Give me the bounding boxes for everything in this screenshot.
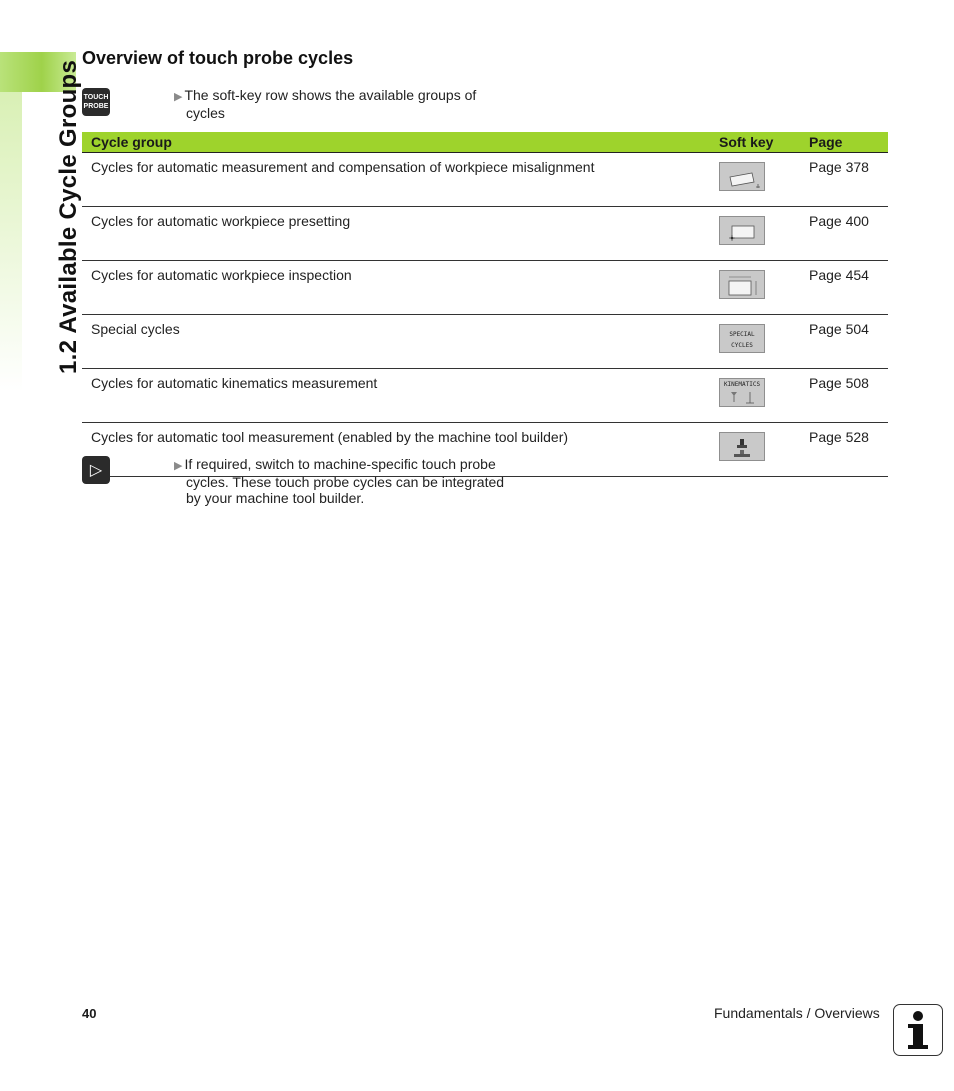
cycle-group-cell: Cycles for automatic tool measurement (enabled by the machine tool builder) <box>82 423 710 477</box>
table-row <box>82 207 888 261</box>
page-ref-cell: Page 508 <box>800 369 888 423</box>
info-icon <box>893 1004 943 1056</box>
cycle-groups-table <box>82 132 888 477</box>
touch-probe-key-label-2: PROBE <box>83 103 109 110</box>
page-ref-cell: Page 400 <box>800 207 888 261</box>
kinematics-probe-icon <box>720 379 764 406</box>
touch-probe-key-label-1: TOUCH <box>83 94 109 101</box>
section-title: Overview of touch probe cycles <box>82 48 354 68</box>
table-row <box>82 153 888 207</box>
soft-key-cell <box>710 369 800 423</box>
next-arrow-key-icon: ▷ <box>82 456 110 484</box>
cycle-group-cell: Cycles for automatic kinematics measurement <box>82 369 710 423</box>
page-ref-cell: Page 504 <box>800 315 888 369</box>
page-ref-cell: Page 378 <box>800 153 888 207</box>
instruction-2-line-1: If required, switch to machine-specific touch probe <box>184 456 496 472</box>
soft-key-cell <box>710 423 800 477</box>
cycle-group-cell: Cycles for automatic measurement and compensation of workpiece misalignment <box>82 153 710 207</box>
kinematics-softkey[interactable] <box>719 378 765 407</box>
soft-key-cell <box>710 153 800 207</box>
soft-key-cell <box>710 315 800 369</box>
presetting-softkey-icon[interactable] <box>719 216 765 245</box>
cycle-group-cell: Cycles for automatic workpiece presetting <box>82 207 710 261</box>
table-row <box>82 315 888 369</box>
soft-key-cell <box>710 261 800 315</box>
tool-measurement-softkey-icon[interactable] <box>719 432 765 461</box>
cycle-group-cell: Special cycles <box>82 315 710 369</box>
chapter-title: 1.2 Available Cycle Groups <box>55 59 82 374</box>
special-cycles-softkey[interactable] <box>719 324 765 353</box>
misalignment-softkey-icon[interactable] <box>719 162 765 191</box>
table-row <box>82 369 888 423</box>
arrow-right-icon: ▶ <box>174 460 183 472</box>
header-cycle-group: Cycle group <box>82 132 710 153</box>
instruction-1-line-2: cycles <box>186 105 225 121</box>
table-row <box>82 261 888 315</box>
softkey-label-special: SPECIAL <box>729 331 755 338</box>
page-ref-cell: Page 528 <box>800 423 888 477</box>
softkey-label-kinematics: KINEMATICS <box>723 381 761 388</box>
instruction-1-line-1: The soft-key row shows the available groups of <box>184 87 477 103</box>
instruction-2-line-2: cycles. These touch probe cycles can be integrated <box>186 474 505 490</box>
table-header-row <box>82 132 888 153</box>
softkey-label-cycles: CYCLES <box>731 342 753 349</box>
page-number: 40 <box>82 1006 97 1021</box>
soft-key-cell <box>710 207 800 261</box>
chapter-tab-fade <box>0 92 22 392</box>
header-page: Page <box>800 132 888 153</box>
instruction-2 <box>174 456 504 506</box>
touch-probe-key-icon <box>82 88 110 116</box>
arrow-right-icon: ▶ <box>174 91 183 103</box>
instruction-2-line-3: by your machine tool builder. <box>186 490 365 506</box>
instruction-1 <box>174 87 476 121</box>
cycle-group-cell: Cycles for automatic workpiece inspection <box>82 261 710 315</box>
inspection-softkey-icon[interactable] <box>719 270 765 299</box>
page-ref-cell: Page 454 <box>800 261 888 315</box>
footer-chapter-text: Fundamentals / Overviews <box>714 1005 880 1021</box>
header-soft-key: Soft key <box>710 132 800 153</box>
